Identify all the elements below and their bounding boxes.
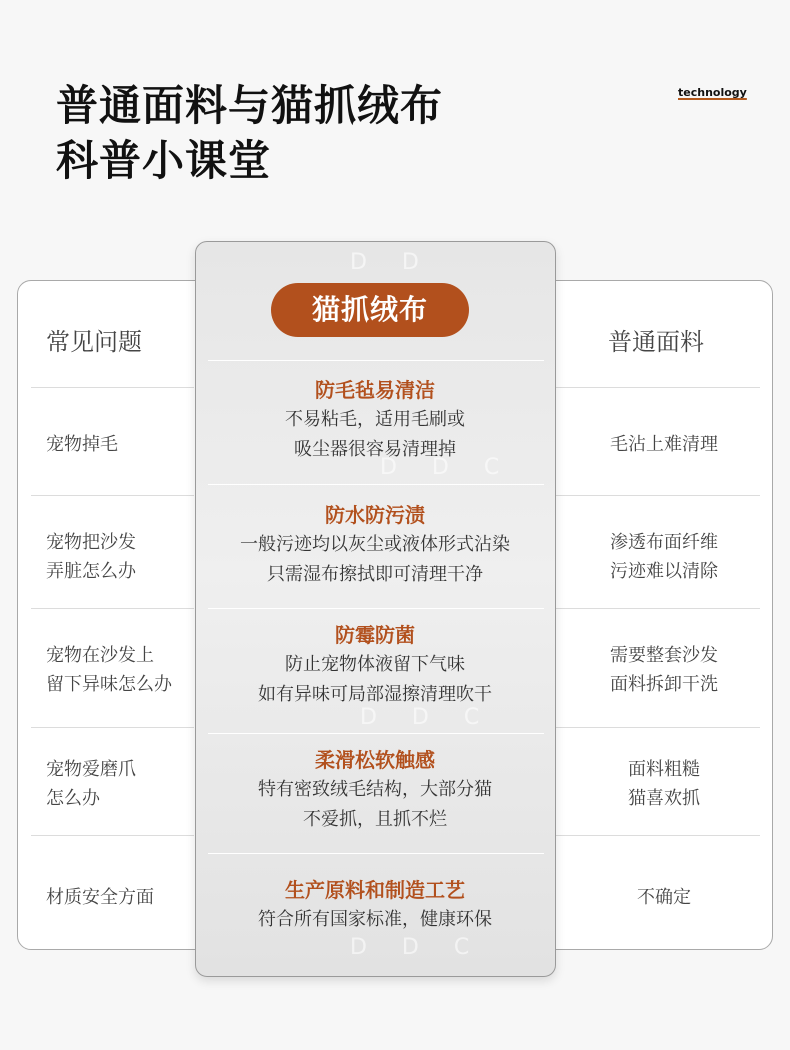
cat-scratch-fabric-card [195, 241, 556, 977]
row-divider [556, 608, 760, 609]
feature-block [200, 375, 550, 465]
feature-desc-line: 特有密致绒毛结构，大部分猫 [258, 779, 492, 800]
watermark: D D C [360, 705, 494, 730]
feature-desc-line: 一般污迹均以灰尘或液体形式沾染 [240, 534, 510, 555]
center-divider [208, 853, 544, 854]
feature-desc-line: 只需湿布擦拭即可清理干净 [267, 564, 483, 585]
feature-title: 柔滑松软触感 [315, 748, 435, 772]
center-divider [208, 608, 544, 609]
center-divider [208, 360, 544, 361]
question-cell: 材质安全方面 [46, 887, 154, 908]
row-divider [31, 727, 194, 728]
row-divider [556, 387, 760, 388]
normal-fabric-cell: 面料粗糙 猫喜欢抓 [628, 759, 700, 809]
feature-block [200, 745, 550, 835]
row-divider [556, 727, 760, 728]
question-cell: 宠物在沙发上 留下异味怎么办 [46, 645, 172, 695]
feature-desc-line: 不爱抓，且抓不烂 [303, 809, 447, 830]
feature-desc-line: 不易粘毛，适用毛刷或 [285, 409, 465, 430]
page-title [56, 78, 443, 188]
feature-title: 防毛毡易清洁 [315, 378, 435, 402]
column-header-questions: 常见问题 [46, 328, 142, 356]
normal-fabric-cell: 渗透布面纤维 污迹难以清除 [610, 532, 718, 582]
column-header-cat-scratch-fabric: 猫抓绒布 [271, 283, 469, 337]
normal-fabric-cell: 不确定 [637, 887, 691, 908]
row-divider [556, 495, 760, 496]
row-divider [31, 495, 194, 496]
question-cell: 宠物爱磨爪 怎么办 [46, 759, 136, 809]
row-divider [31, 835, 194, 836]
feature-title: 防霉防菌 [335, 623, 415, 647]
technology-tag: technology [678, 86, 747, 99]
question-cell: 宠物掉毛 [46, 434, 118, 455]
normal-fabric-cell: 需要整套沙发 面料拆卸干洗 [610, 645, 718, 695]
feature-title: 生产原料和制造工艺 [285, 878, 465, 902]
row-divider [31, 608, 194, 609]
feature-block [200, 500, 550, 590]
row-divider [31, 387, 194, 388]
feature-desc-line: 吸尘器很容易清理掉 [294, 439, 456, 460]
watermark: D D C [350, 935, 484, 960]
feature-title: 防水防污渍 [325, 503, 425, 527]
feature-desc-line: 防止宠物体液留下气味 [285, 654, 465, 675]
feature-desc-line: 符合所有国家标准，健康环保 [258, 909, 492, 930]
question-cell: 宠物把沙发 弄脏怎么办 [46, 532, 136, 582]
row-divider [556, 835, 760, 836]
feature-block [200, 875, 550, 935]
center-divider [208, 484, 544, 485]
feature-desc-line: 如有异味可局部湿擦清理吹干 [258, 684, 492, 705]
feature-block [200, 620, 550, 710]
column-header-normal-fabric: 普通面料 [608, 328, 704, 356]
title-line-2: 科普小课堂 [56, 136, 272, 185]
center-divider [208, 733, 544, 734]
normal-fabric-cell: 毛沾上难清理 [610, 434, 718, 455]
watermark: D D C [380, 455, 514, 480]
watermark: D D [350, 250, 433, 275]
title-line-1: 普通面料与猫抓绒布 [56, 81, 444, 130]
